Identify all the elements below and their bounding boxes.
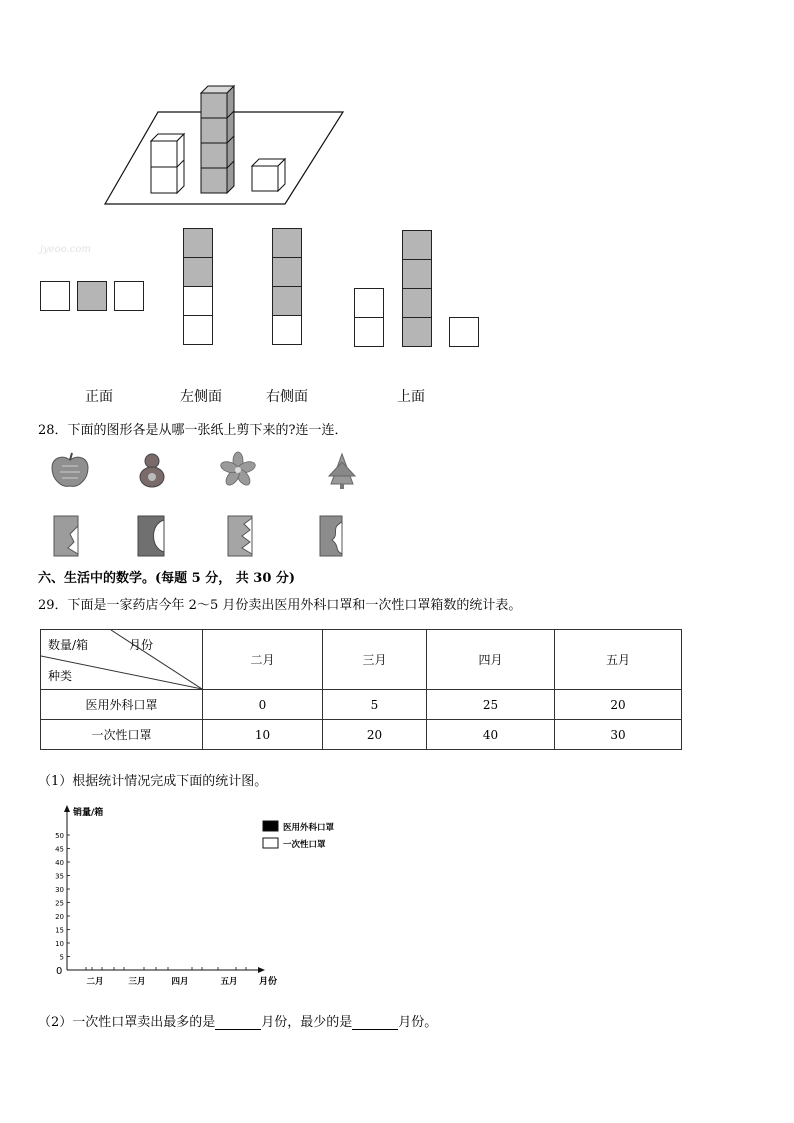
part-2-text-b: 月份，最少的是 — [261, 1015, 353, 1030]
table-cell: 10 — [203, 720, 323, 750]
y-tick-label: 25 — [55, 899, 64, 908]
y-tick-label: 35 — [55, 872, 64, 881]
cut-shapes-row — [40, 450, 360, 492]
view-label-left-side: 左侧面 — [180, 389, 222, 405]
block-model-illustration — [100, 82, 350, 208]
view-label-front: 正面 — [85, 389, 113, 405]
view-label-top: 上面 — [397, 389, 425, 405]
row-label: 医用外科口罩 — [41, 690, 203, 720]
x-tick-label: 四月 — [171, 977, 189, 987]
legend-swatch — [263, 821, 278, 831]
y-axis-arrow-icon — [64, 805, 70, 812]
table-corner-header — [41, 630, 203, 690]
table-cell: 20 — [555, 690, 682, 720]
table-row — [41, 720, 682, 750]
row-label: 一次性口罩 — [41, 720, 203, 750]
y-tick-label: 45 — [55, 845, 64, 854]
y-tick-label: 15 — [55, 926, 64, 935]
corner-month-label: 月份 — [129, 638, 154, 652]
legend-swatch — [263, 838, 278, 848]
paper-sheets-row — [50, 514, 360, 558]
y-tick-label: 5 — [59, 953, 64, 962]
table-cell: 30 — [555, 720, 682, 750]
table-row — [41, 690, 682, 720]
x-axis-label: 月份 — [259, 977, 278, 987]
question-29: 29．下面是一家药店今年 2～5 月份卖出医用外科口罩和一次性口罩箱数的统计表。 — [38, 598, 522, 613]
origin-label: 0 — [56, 966, 63, 977]
left-cube-stack — [151, 134, 184, 193]
table-cell: 25 — [427, 690, 555, 720]
right-single-cube — [252, 159, 285, 191]
x-tick-label: 二月 — [86, 977, 104, 987]
table-cell: 40 — [427, 720, 555, 750]
y-tick-label: 10 — [55, 940, 64, 948]
part-2-text-c: 月份。 — [398, 1015, 438, 1030]
table-cell: 5 — [323, 690, 427, 720]
x-axis-arrow-icon — [258, 967, 265, 973]
watermark: jyeoo.com — [40, 244, 91, 255]
paper-sheet-4-icon — [320, 516, 342, 556]
question-28: 28．下面的图形各是从哪一张纸上剪下来的?连一连． — [38, 423, 348, 438]
gourd-shape-icon — [140, 454, 164, 487]
tree-shape-icon — [329, 454, 355, 489]
sales-bar-chart — [40, 800, 370, 992]
y-tick-label: 40 — [55, 859, 64, 867]
paper-sheet-2-icon — [138, 516, 164, 556]
legend-label: 一次性口罩 — [283, 840, 326, 850]
statistics-table — [40, 629, 682, 750]
apple-shape-icon — [52, 453, 88, 486]
flower-shape-icon — [219, 452, 256, 488]
paper-sheet-3-icon — [228, 516, 252, 556]
y-tick-label: 50 — [55, 832, 64, 840]
table-cell: 20 — [323, 720, 427, 750]
section-6-title: 六、生活中的数学。(每题 5 分， 共 30 分) — [38, 571, 296, 586]
paper-sheet-1-icon — [54, 516, 78, 556]
table-cell: 0 — [203, 690, 323, 720]
corner-quantity-label: 数量/箱 — [48, 638, 89, 652]
y-tick-label: 30 — [55, 886, 64, 894]
y-tick-label: 20 — [55, 913, 64, 921]
answer-blank-most[interactable] — [215, 1017, 261, 1030]
view-label-right-side: 右侧面 — [266, 389, 308, 405]
month-header: 五月 — [555, 630, 682, 690]
corner-type-label: 种类 — [48, 669, 73, 683]
month-header: 三月 — [323, 630, 427, 690]
month-header: 二月 — [203, 630, 323, 690]
answer-blank-least[interactable] — [352, 1017, 398, 1030]
question-29-part-1: （1）根据统计情况完成下面的统计图。 — [38, 774, 268, 789]
legend-label: 医用外科口罩 — [283, 823, 335, 833]
x-tick-label: 三月 — [128, 977, 146, 987]
month-header: 四月 — [427, 630, 555, 690]
x-tick-label: 五月 — [220, 977, 238, 987]
question-29-part-2 — [38, 1011, 437, 1030]
y-axis-label: 销量/箱 — [73, 808, 104, 818]
middle-cube-stack — [201, 86, 234, 193]
part-2-text-a: （2）一次性口罩卖出最多的是 — [38, 1015, 216, 1030]
